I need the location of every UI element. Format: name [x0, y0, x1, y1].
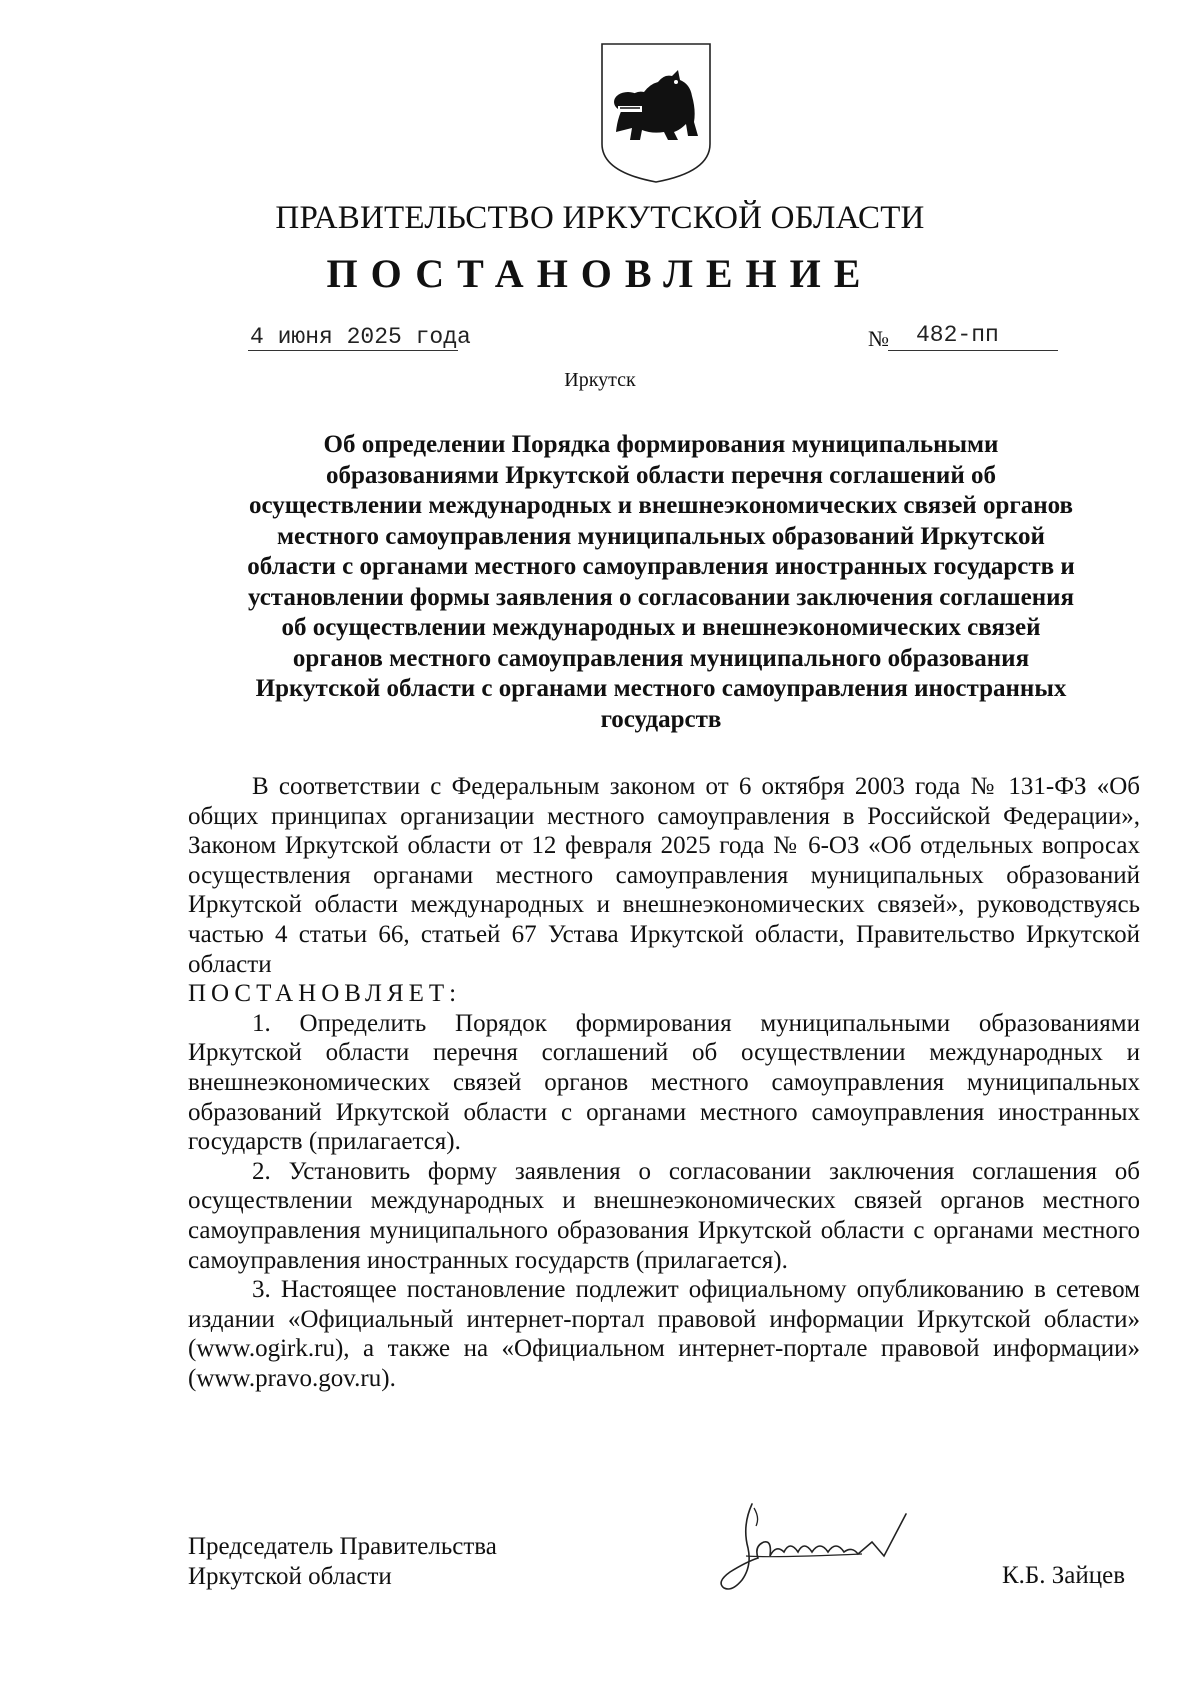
- signatory-name: К.Б. Зайцев: [1002, 1562, 1126, 1589]
- coat-of-arms-icon: [598, 40, 714, 186]
- document-date: 4 июня 2025 года: [250, 324, 471, 350]
- title-line: органов местного самоуправления муниципального образования: [292, 644, 1030, 672]
- title-line: образованиями Иркутской области перечня соглашений об: [326, 461, 996, 489]
- document-number: 482-пп: [916, 322, 999, 348]
- position-line: Иркутской области: [188, 1563, 392, 1590]
- title-line: установлении формы заявления о согласовании заключения соглашения: [247, 583, 1075, 611]
- title-line: об осуществлении международных и внешнеэкономических связей: [281, 614, 1041, 641]
- title-line: государств: [600, 705, 722, 733]
- document-type: ПОСТАНОВЛЕНИЕ: [326, 251, 874, 296]
- number-sign: №: [868, 326, 889, 351]
- point-paragraph: 1. Определить Порядок формирования муниципальными образованиями Иркутской области перечня соглашений об осуществлении международных и внешнеэкономических связей органов местного самоуправления муниципальных образований Иркутской области с органами местного самоуправления иностранных государств (прилагается).: [188, 1009, 1140, 1156]
- signature-icon: [712, 1496, 952, 1606]
- point-paragraph: 2. Установить форму заявления о согласовании заключения соглашения об осуществлении международных и внешнеэкономических связей органов местного самоуправления муниципального образования Иркутской области с органами местного самоуправления иностранных государств (прилагается).: [188, 1157, 1140, 1274]
- title-line: осуществлении международных и внешнеэкономических связей органов: [249, 492, 1073, 519]
- date-underline: [248, 350, 458, 351]
- preamble-paragraph: В соответствии с Федеральным законом от 6 октября 2003 года № 131-ФЗ «Об общих принципах организации местного самоуправления в Российской Федерации», Законом Иркутской области от 12 февраля 2025 года № 6-ОЗ «Об отдельных вопросах осуществления органами местного самоуправления муниципальных образований Иркутской области международных и внешнеэкономических связей», руководствуясь частью 4 статьи 66, статьей 67 Устава Иркутской области, Правительство Иркутской области: [188, 773, 1140, 978]
- title-line: Иркутской области с органами местного самоуправления иностранных: [255, 675, 1067, 702]
- document-body: [188, 772, 1140, 1393]
- decree-word: ПОСТАНОВЛЯЕТ:: [188, 980, 462, 1008]
- title-line: Об определении Порядка формирования муниципальными: [323, 431, 999, 458]
- document-title: [186, 430, 1136, 735]
- point-paragraph: 3. Настоящее постановление подлежит официальному опубликованию в сетевом издании «Официальный интернет-портал правовой информации Иркутской области» (www.ogirk.ru), а также на «Официальном интернет-портале правовой информации» (www.pravo.gov.ru).: [188, 1276, 1140, 1392]
- government-title: ПРАВИТЕЛЬСТВО ИРКУТСКОЙ ОБЛАСТИ: [275, 200, 925, 236]
- document-city: Иркутск: [564, 369, 636, 391]
- title-line: местного самоуправления муниципальных образований Иркутской: [277, 522, 1045, 550]
- number-underline: [888, 350, 1058, 351]
- title-line: области с органами местного самоуправления иностранных государств и: [247, 553, 1075, 580]
- position-line: Председатель Правительства: [188, 1533, 497, 1560]
- signatory-position: [188, 1532, 497, 1592]
